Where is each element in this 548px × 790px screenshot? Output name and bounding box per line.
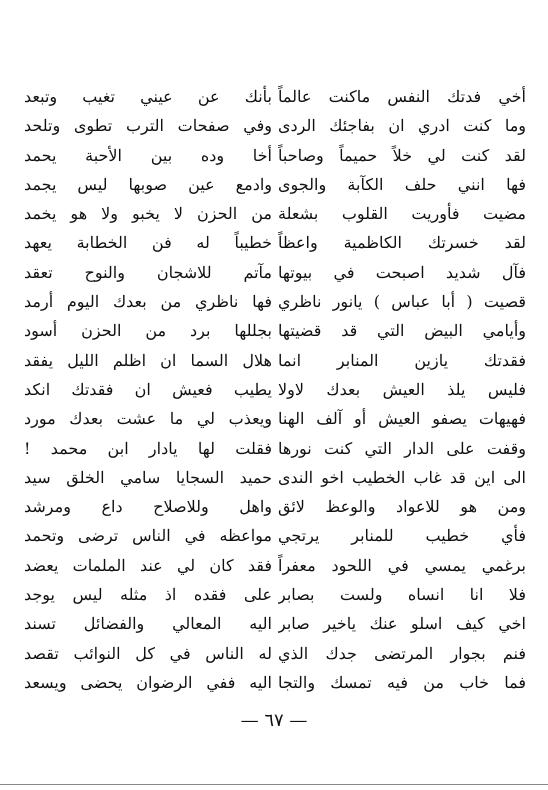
- verse-first-hemistich: وما كنت ادري ان بفاجئك الردى: [278, 116, 526, 136]
- verse-first-hemistich: وأيامي البيض التي قد قضيتها: [278, 321, 526, 341]
- verse-first-hemistich: لقد كنت لي خلاً حميماً وصاحباً: [278, 145, 526, 165]
- verse-first-hemistich: فلا انا انساه ولست بصابر: [278, 585, 526, 605]
- verse-second-hemistich: اليه المعالي والفضائل تسند: [24, 614, 272, 634]
- verse-second-hemistich: هلال السما ان اظلم الليل يفقد: [24, 350, 272, 370]
- verse-first-hemistich: مضيت فأوريت القلوب بشعلة: [278, 204, 526, 224]
- verse-second-hemistich: خطيباً له فن الخطابة يعهد: [24, 233, 272, 253]
- verse-first-hemistich: اخي كيف اسلو عنك ياخير صابر: [278, 614, 526, 634]
- bottom-rule: [0, 784, 548, 785]
- verse-first-hemistich: برغمي يمسي في اللحود معفراً: [278, 555, 526, 575]
- verse-first-hemistich: فآل شديد اصبحت في بيوتها: [278, 262, 526, 282]
- verse-second-hemistich: واهل وللاصلاح داع ومرشد: [24, 497, 272, 517]
- verse-first-hemistich: فهيهات يصفو العيش أو آلف الهنا: [278, 409, 526, 429]
- verse-second-hemistich: فها ناظري من بعدك اليوم أرمد: [24, 292, 272, 312]
- verse-second-hemistich: بجللها برد من الحزن أسود: [24, 321, 272, 341]
- verse-second-hemistich: وفي صفحات الترب تطوى وتلحد: [24, 116, 272, 136]
- verse-second-hemistich: بأنك عن عيني تغيب وتبعد: [24, 87, 272, 106]
- verse-first-hemistich: أخي فدتك النفس ماكنت عالماً: [278, 87, 526, 106]
- verse-second-hemistich: فقد كان لي عند الملمات يعضد: [24, 555, 272, 575]
- verse-second-hemistich: أخا وده بين الأحبة يحمد: [24, 145, 272, 165]
- verse-first-hemistich: فأي خطيب للمنابر يرتجي: [278, 526, 526, 546]
- poem-column-right: [278, 82, 526, 697]
- verse-second-hemistich: فقلت لها يادار ابن محمد !: [24, 438, 272, 458]
- verse-second-hemistich: على فقده اذ مثله ليس يوجد: [24, 585, 272, 605]
- verse-first-hemistich: وقفت على الدار التي كنت نورها: [278, 438, 526, 458]
- poem-column-left: [24, 82, 272, 697]
- verse-second-hemistich: حميد السجايا سامي الخلق سيد: [24, 467, 272, 487]
- verse-second-hemistich: اليه ففي الرضوان يحضى ويسعد: [24, 672, 272, 692]
- verse-second-hemistich: ويعذب لي ما عشت بعدك مورد: [24, 409, 272, 429]
- verse-first-hemistich: فها انني حلف الكآبة والجوى: [278, 174, 526, 194]
- verse-first-hemistich: فليس يلذ العيش بعدك لاولا: [278, 379, 526, 399]
- verse-first-hemistich: فنم بجوار المرتضى جدك الذي: [278, 643, 526, 663]
- verse-second-hemistich: وادمع عين صوبها ليس يجمد: [24, 174, 272, 194]
- verse-second-hemistich: له الناس في كل النوائب تقصد: [24, 643, 272, 663]
- verse-first-hemistich: قصيت ( أبا عباس ) يانور ناظري: [278, 292, 526, 312]
- verse-second-hemistich: مآتم للاشجان والنوح تعقد: [24, 262, 272, 282]
- verse-first-hemistich: فما خاب من فيه تمسك والتجا: [278, 672, 526, 692]
- page-number: — ٦٧ —: [240, 710, 308, 731]
- verse-first-hemistich: ومن هو للاعواد والوعظ لائق: [278, 497, 526, 517]
- verse-first-hemistich: فقدتك يازين المنابر انما: [278, 350, 526, 370]
- verse-second-hemistich: من الحزن لا يخبو ولا هو يخمد: [24, 204, 272, 224]
- verse-second-hemistich: يطيب فعيش ان فقدتك انكد: [24, 379, 272, 399]
- verse-first-hemistich: لقد خسرتك الكاظمية واعظاً: [278, 233, 526, 253]
- verse-second-hemistich: مواعظه في الناس ترضى وتحمد: [24, 526, 272, 546]
- verse-first-hemistich: الى اين قد غاب الخطيب اخو الندى: [278, 467, 526, 487]
